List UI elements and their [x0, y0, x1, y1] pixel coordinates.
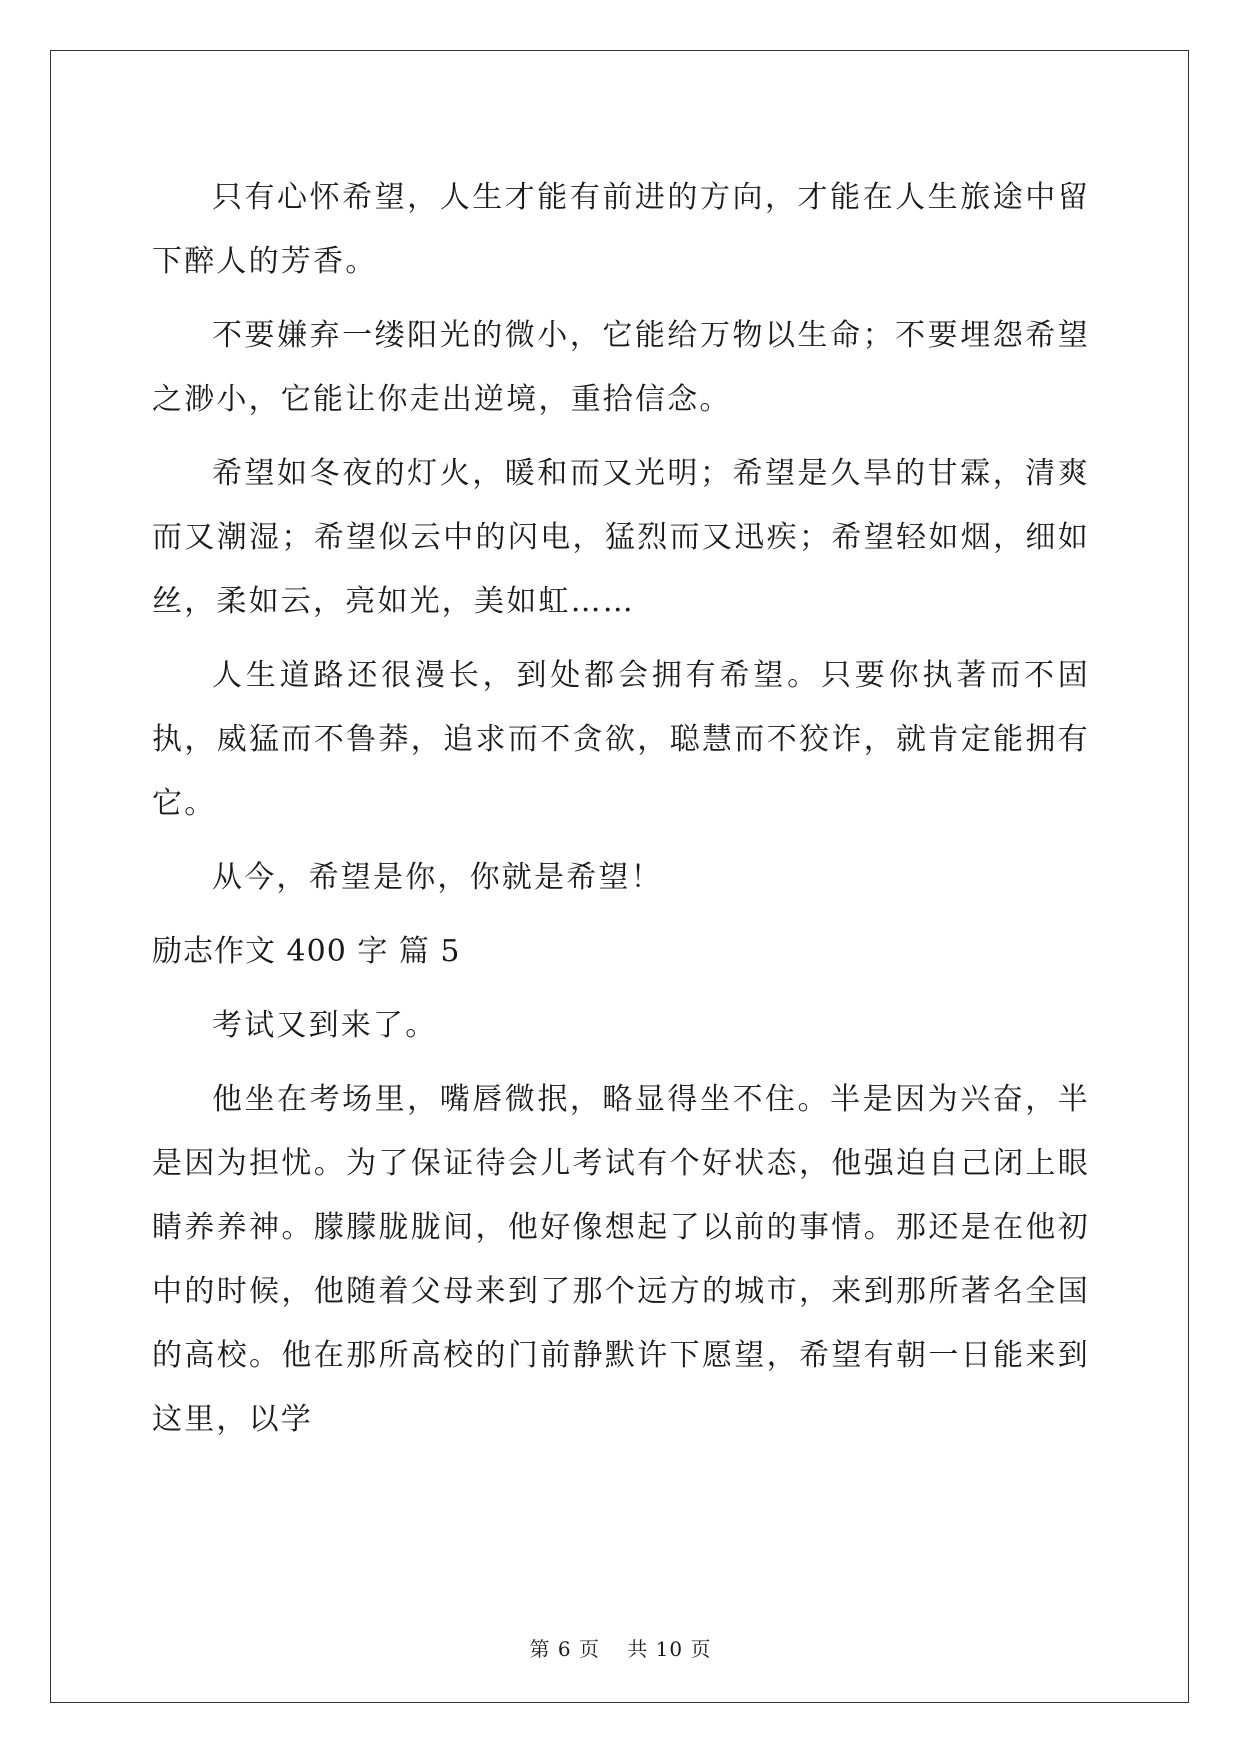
page-footer — [0, 1633, 1241, 1662]
paragraph: 考试又到来了。 — [212, 1008, 438, 1043]
section-heading: 励志作文 400 字 篇 5 — [152, 934, 461, 969]
page-total: 共 10 页 — [627, 1637, 712, 1661]
paragraph: 人生道路还很漫长，到处都会拥有希望。只要你执著而不固执，威猛而不鲁莽，追求而不贪欲，聪慧而不狡诈，就肯定能拥有它。 — [152, 658, 1090, 821]
paragraph: 从今，希望是你，你就是希望！ — [212, 860, 663, 895]
page-number: 第 6 页 — [529, 1637, 600, 1661]
paragraph: 只有心怀希望，人生才能有前进的方向，才能在人生旅途中留下醉人的芳香。 — [152, 180, 1090, 279]
document-body — [152, 166, 1090, 1462]
paragraph: 他坐在考场里，嘴唇微抿，略显得坐不住。半是因为兴奋，半是因为担忧。为了保证待会儿考试有个好状态，他强迫自己闭上眼睛养养神。朦朦胧胧间，他好像想起了以前的事情。那还是在他初中的时候，他随着父母来到了那个远方的城市，来到那所著名全国的高校。他在那所高校的门前静默许下愿望，希望有朝一日能来到这里，以学 — [152, 1082, 1090, 1437]
paragraph: 希望如冬夜的灯火，暖和而又光明；希望是久旱的甘霖，清爽而又潮湿；希望似云中的闪电，猛烈而又迅疾；希望轻如烟，细如丝，柔如云，亮如光，美如虹…… — [152, 456, 1090, 619]
paragraph: 不要嫌弃一缕阳光的微小，它能给万物以生命；不要埋怨希望之渺小，它能让你走出逆境，重拾信念。 — [152, 318, 1090, 417]
